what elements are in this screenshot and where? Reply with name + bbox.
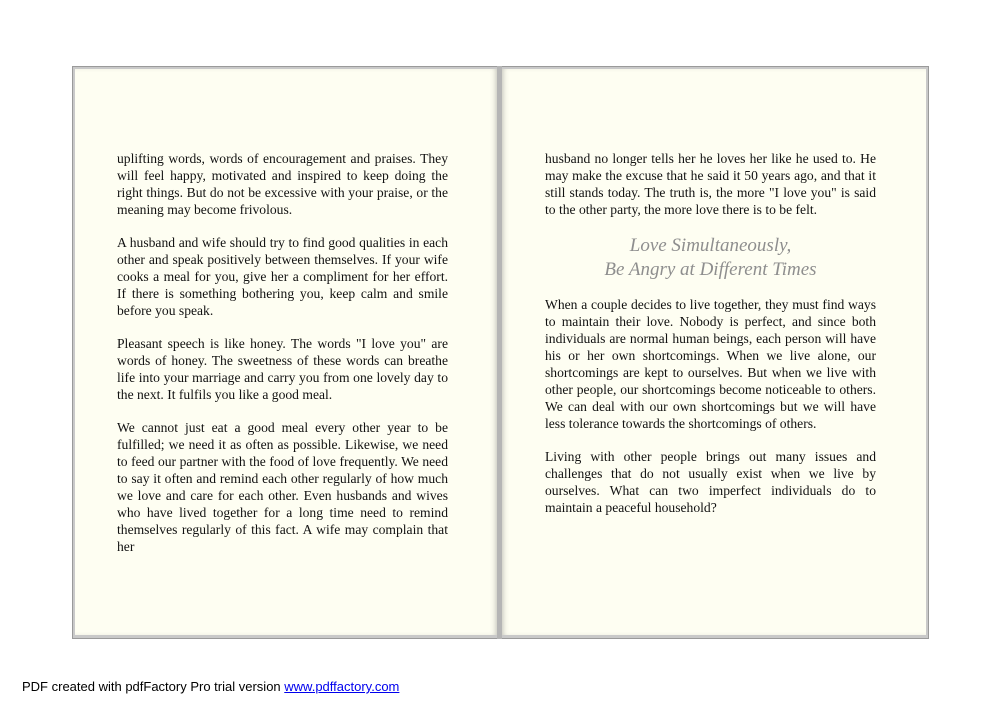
- left-page: [75, 69, 497, 635]
- paragraph: We cannot just eat a good meal every other year to be fulfilled; we need it as often as possible. Likewise, we need to feed our partner with the food of love frequently. We need to say it often and remind each other regularly of how much we love and care for each other. Even husbands and wives who have lived together for a long time need to remind themselves regularly of this fact. A wife may complain that her: [117, 420, 448, 554]
- chapter-title-line-1: Love Simultaneously,: [629, 235, 792, 256]
- paragraph: husband no longer tells her he loves her like he used to. He may make the excuse that he said it 50 years ago, and that it still stands today. The truth is, the more "I love you" is said to the other party, the more love there is to be felt.: [545, 151, 876, 217]
- right-page: [502, 69, 926, 635]
- paragraph: Pleasant speech is like honey. The words "I love you" are words of honey. The sweetness of these words can breathe life into your marriage and carry you from one lovely day to the next. It fulfils you like a good meal.: [117, 336, 448, 402]
- chapter-title: [545, 234, 876, 282]
- right-page-text: [545, 150, 876, 532]
- left-page-text: [117, 150, 448, 571]
- chapter-title-line-2: Be Angry at Different Times: [604, 259, 817, 280]
- paragraph: When a couple decides to live together, they must find ways to maintain their love. Nobody is perfect, and since both individuals are normal human beings, each person will have his or her own shortcomings. When we live alone, our shortcomings are kept to ourselves. But when we live with other people, our shortcomings become noticeable to others. We can deal with our own shortcomings but we will have less tolerance towards the shortcomings of others.: [545, 297, 876, 431]
- book-spread: [72, 66, 929, 639]
- paragraph: uplifting words, words of encouragement and praises. They will feel happy, motivated and inspired to keep doing the right things. But do not be excessive with your praise, or the meaning may become frivolous.: [117, 151, 448, 217]
- paragraph: A husband and wife should try to find good qualities in each other and speak positively between themselves. If your wife cooks a meal for you, give her a compliment for her effort. If there is something bothering you, keep calm and smile before you speak.: [117, 235, 448, 318]
- footer-text: PDF created with pdfFactory Pro trial version: [22, 679, 285, 694]
- footer-link[interactable]: www.pdffactory.com: [284, 679, 400, 694]
- paragraph: Living with other people brings out many issues and challenges that do not usually exist when we live by ourselves. What can two imperfect individuals do to maintain a peaceful household?: [545, 449, 876, 515]
- pdf-footer: [22, 679, 399, 694]
